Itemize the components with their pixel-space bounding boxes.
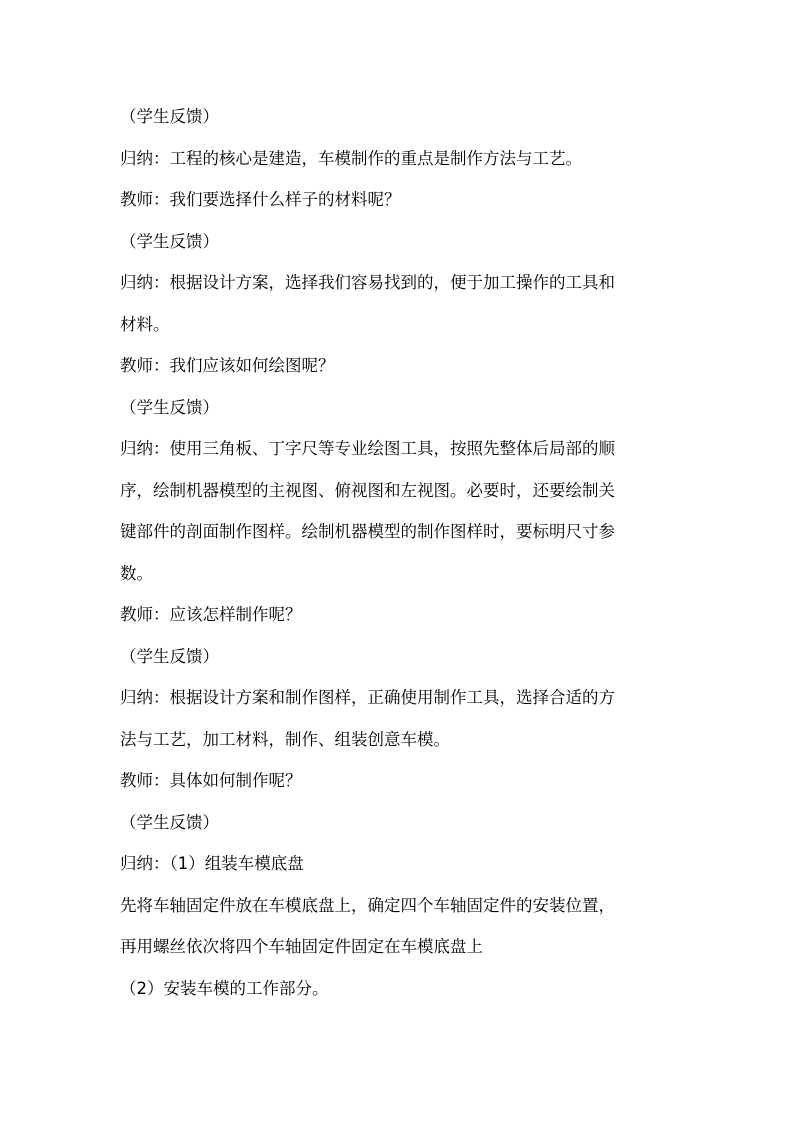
paragraph-line: 数。 [120, 563, 153, 583]
paragraph-line: 归纳：使用三角板、丁字尺等专业绘图工具，按照先整体后局部的顺 [120, 439, 615, 458]
paragraph-line: 序，绘制机器模型的主视图、俯视图和左视图。必要时，还要绘制关 [120, 480, 615, 500]
paragraph-line: （学生反馈） [120, 231, 219, 251]
paragraph-line: 归纳：根据设计方案和制作图样，正确使用制作工具，选择合适的方 [120, 688, 615, 707]
paragraph-line: 再用螺丝依次将四个车轴固定件固定在车模底盘上 [120, 937, 483, 956]
paragraph-line: 先将车轴固定件放在车模底盘上，确定四个车轴固定件的安装位置， [120, 895, 615, 915]
paragraph-line: 教师：我们要选择什么样子的材料呢？ [120, 190, 401, 209]
paragraph-line: （学生反馈） [120, 107, 219, 126]
paragraph-line: （学生反馈） [120, 812, 219, 832]
paragraph-line: （2）安装车模的工作部分。 [120, 978, 329, 998]
paragraph-line: （学生反馈） [120, 646, 219, 666]
paragraph-line: 材料。 [120, 314, 170, 334]
paragraph-line: 归纳：（1）组装车模底盘 [120, 854, 304, 873]
document-body [120, 100, 690, 1013]
paragraph-line: 法与工艺，加工材料，制作、组装创意车模。 [120, 729, 450, 749]
paragraph-line: 教师：我们应该如何绘图呢？ [120, 356, 335, 375]
paragraph-line: 键部件的剖面制作图样。绘制机器模型的制作图样时，要标明尺寸参 [120, 522, 615, 541]
paragraph-line: 教师：具体如何制作呢？ [120, 771, 302, 790]
paragraph-line: 归纳：根据设计方案，选择我们容易找到的，便于加工操作的工具和 [120, 273, 615, 292]
paragraph-line: 归纳：工程的核心是建造，车模制作的重点是制作方法与工艺。 [120, 148, 582, 168]
paragraph-line: 教师：应该怎样制作呢？ [120, 605, 302, 624]
paragraph-line: （学生反馈） [120, 397, 219, 417]
